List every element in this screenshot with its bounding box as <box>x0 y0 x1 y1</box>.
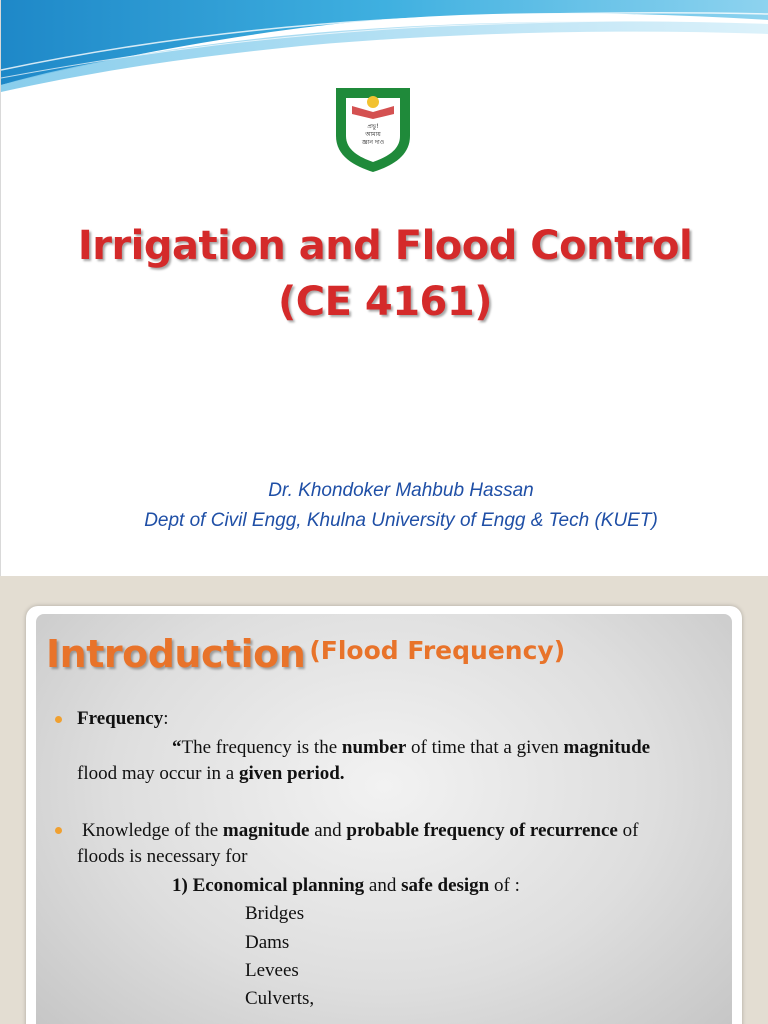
university-logo <box>332 84 414 172</box>
item-economical-planning <box>172 875 520 897</box>
knowledge-text-c: of <box>617 820 639 841</box>
author-department: Dept of Civil Engg, Khulna University of Engg & Tech (KUET) <box>144 510 658 531</box>
item-bold-planning: 1) Economical planning <box>172 875 365 896</box>
bullet-knowledge-line1 <box>82 820 638 842</box>
def-text-a: The frequency is the <box>181 737 342 758</box>
def-text-b: of time that a given <box>406 737 564 758</box>
logo-motto-line2: আমায় <box>365 131 381 138</box>
bullet-frequency <box>77 708 168 730</box>
heading-main: Introduction <box>46 632 306 676</box>
structure-culverts: Culverts, <box>245 988 315 1009</box>
knowledge-bold-recurrence: probable frequency of recurrence <box>346 820 618 841</box>
def-bold-period: given period. <box>238 763 345 784</box>
def-bold-magnitude: magnitude <box>563 737 651 758</box>
structure-bridges: Bridges <box>245 903 305 924</box>
term-frequency: Frequency <box>77 708 164 729</box>
item-text-and: and <box>364 875 402 896</box>
author-block <box>1 476 768 536</box>
title-line-1: Irrigation and Flood Control <box>77 223 693 269</box>
knowledge-bold-magnitude: magnitude <box>222 820 310 841</box>
bullet-dot-icon <box>55 827 62 834</box>
frequency-definition-line1 <box>172 737 650 759</box>
heading-subtitle: (Flood Frequency) <box>309 636 566 665</box>
structure-levees: Levees <box>245 960 299 981</box>
bullet-dot-icon <box>55 716 62 723</box>
def-text-c: flood may occur in a <box>77 763 239 784</box>
item-text-of: of : <box>489 875 520 896</box>
def-bold-number: number <box>341 737 407 758</box>
colon: : <box>163 708 169 729</box>
structure-dams: Dams <box>245 932 290 953</box>
title-line-2: (CE 4161) <box>278 279 492 325</box>
slide-heading <box>46 632 565 676</box>
item-bold-safe-design: safe design <box>401 875 490 896</box>
bullet-knowledge-line2: floods is necessary for <box>77 846 248 867</box>
frequency-definition-line2 <box>77 763 345 785</box>
presentation-title <box>1 218 768 330</box>
knowledge-text-b: and <box>309 820 347 841</box>
logo-motto-line3: জ্ঞান দাও <box>361 139 385 146</box>
open-quote: “ <box>172 737 182 758</box>
author-name: Dr. Khondoker Mahbub Hassan <box>268 480 534 501</box>
knowledge-text-a: Knowledge of the <box>82 820 223 841</box>
logo-motto-line1: প্রভু! <box>367 123 379 130</box>
